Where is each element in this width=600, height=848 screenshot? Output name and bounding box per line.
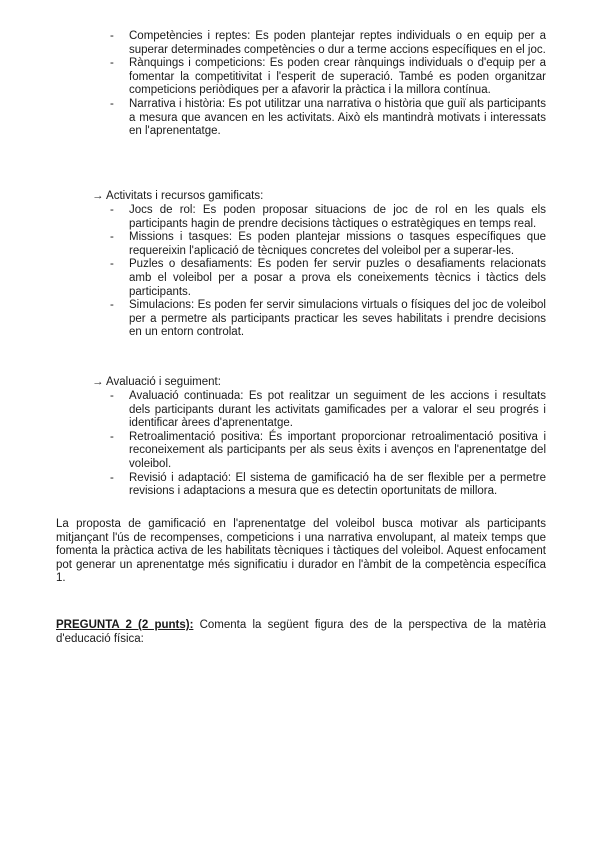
list-item xyxy=(110,258,546,299)
list-item xyxy=(110,390,546,431)
list-item-text: Avaluació continuada: Es pot realitzar un seguiment de les accions i resultats dels participants durant les activitats gamificades per a valorar el seu progrés i identificar àrees d'aprenentatge. xyxy=(129,390,546,430)
list-item-text: Competències i reptes: Es poden plantejar reptes individuals o en equip per a superar determinades competències o dur a terme accions específiques en el joc. xyxy=(129,30,546,56)
list-item xyxy=(110,231,546,258)
list-item xyxy=(110,30,546,57)
bullet-dash: - xyxy=(110,430,114,443)
list-item-text: Retroalimentació positiva: És important proporcionar retroalimentació positiva i reconeixement als participants per als seus èxits i avenços en l'aprenentatge del voleibol. xyxy=(129,430,546,470)
list-item-text: Simulacions: Es poden fer servir simulacions virtuals o físiques del joc de voleibol per a permetre als participants practicar les seves habilitats i prendre decisions en un entorn controlat. xyxy=(129,299,546,339)
section-heading-activities: → Activitats i recursos gamificats: xyxy=(92,190,264,202)
conclusion-paragraph: La proposta de gamificació en l'aprenentatge del voleibol busca motivar als participants mitjançant l'ús de recompenses, competicions i una narrativa envolupant, al mateix temps que fomenta la pràctica activa de les habilitats tècniques i tàctiques del voleibol. Aquest enfocament pot generar un aprenentatge més significatiu i durador en l'àmbit de la competència específica 1. xyxy=(56,518,546,585)
list-item-text: Missions i tasques: Es poden plantejar missions o tasques específiques que requereixin l'aplicació de tècniques concretes del voleibol per a superar-les. xyxy=(129,231,546,257)
bullet-dash: - xyxy=(110,57,114,70)
bullet-dash: - xyxy=(110,204,114,216)
question-paragraph xyxy=(56,619,546,646)
list-item-text: Narrativa i història: Es pot utilitzar una narrativa o història que guiï als participants a mesura que avancen en les activitats. Això els mantindrà motivats i interessats en l'aprenentatge. xyxy=(129,97,546,138)
list-item-text: Jocs de rol: Es poden proposar situacions de joc de rol en les quals els participants hagin de prendre decisions tàctiques o estratègiques en temps real. xyxy=(129,204,546,230)
list-item xyxy=(110,431,546,472)
bullet-list-activities xyxy=(110,204,546,340)
bullet-list-evaluation xyxy=(110,390,546,499)
bullet-dash: - xyxy=(110,97,114,110)
bullet-dash: - xyxy=(110,299,114,312)
list-item-text: Puzles o desafiaments: Es poden fer servir puzles o desafiaments relacionats amb el voleibol per a posar a prova els coneixements tècnics i tàctics dels participants. xyxy=(129,258,546,298)
bullet-dash: - xyxy=(110,390,114,402)
bullet-dash: - xyxy=(110,258,114,271)
bullet-dash: - xyxy=(110,231,114,244)
bullet-dash: - xyxy=(110,471,114,484)
list-item xyxy=(110,57,546,98)
question-label: PREGUNTA 2 (2 punts): xyxy=(56,619,194,631)
bullet-list-top xyxy=(110,30,546,139)
section-heading-evaluation: → Avaluació i seguiment: xyxy=(92,376,221,388)
question-text: Comenta la següent figura des de la perspectiva de la matèria d'educació física: xyxy=(56,619,546,645)
list-item xyxy=(110,98,546,139)
list-item-text: Rànquings i competicions: Es poden crear rànquings individuals o d'equip per a fomentar la competitivitat i l'esperit de superació. També es poden organitzar competicions periòdiques per a afavorir la pràctica i la millora contínua. xyxy=(129,57,546,97)
list-item-text: Revisió i adaptació: El sistema de gamificació ha de ser flexible per a permetre revisions i adaptacions a mesura que es detectin oportunitats de millora. xyxy=(129,471,546,498)
list-item xyxy=(110,472,546,499)
bullet-dash: - xyxy=(110,30,114,42)
list-item xyxy=(110,299,546,340)
list-item xyxy=(110,204,546,231)
